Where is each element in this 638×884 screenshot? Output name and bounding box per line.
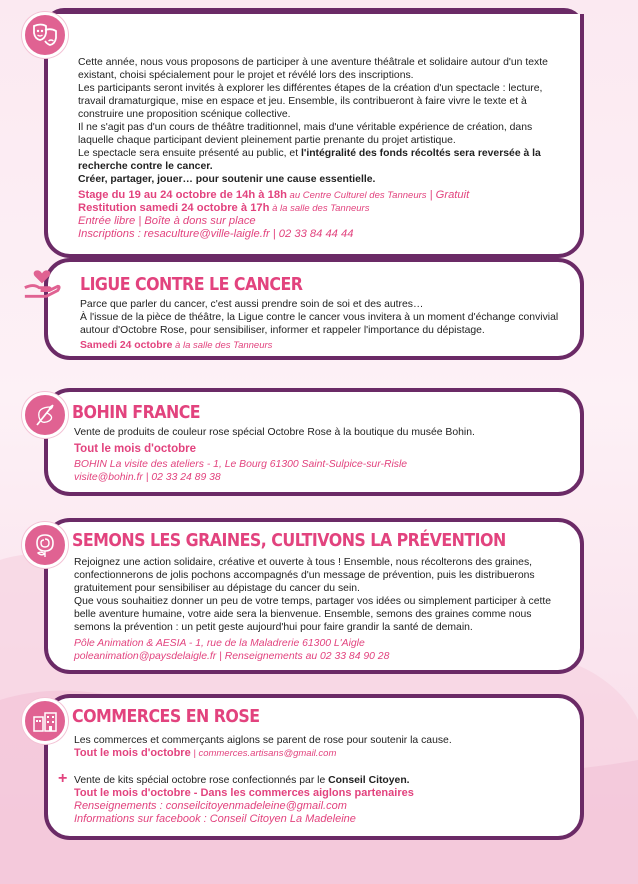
bohin-contact: visite@bohin.fr | 02 33 24 89 38 bbox=[74, 472, 221, 483]
commerces-p2-text: Vente de kits spécial octobre rose confectionnés par le bbox=[74, 775, 329, 786]
stage-paragraph-2: Les participants seront invités à explorer les différentes étapes de la création d'un spectacle : lecture, travail dramaturgique, mise en espace et jeu. Ensemble, ils contribueront à faire vivre le texte et à construire une proposition scénique collective. bbox=[78, 83, 543, 120]
bohin-icon-circle bbox=[22, 392, 68, 438]
commerces-info-1: Renseignements : conseilcitoyenmadeleine@gmail.com bbox=[74, 800, 347, 812]
commerces-paragraph-2 bbox=[74, 774, 568, 787]
commerces-p2-bold: Conseil Citoyen. bbox=[328, 775, 410, 786]
stage-date-2: Restitution samedi 24 octobre à 17h bbox=[78, 202, 270, 214]
stage-dates-1 bbox=[78, 189, 568, 202]
semons-icon-circle bbox=[22, 522, 68, 568]
semons-paragraph-1: Rejoignez une action solidaire, créative et ouverte à tous ! Ensemble, nous récolterons des graines, confectionnerons de jolis pochons accompagnés d'un message de prévention, puis les distribuerons gratuitement pour sensibiliser au dépistage du cancer du sein. bbox=[74, 557, 535, 594]
ligue-date: Samedi 24 octobre bbox=[80, 340, 173, 351]
shops-icon bbox=[31, 707, 59, 735]
semons-address: Pôle Animation & AESIA - 1, rue de la Maladrerie 61300 L'Aigle bbox=[74, 638, 365, 649]
stage-paragraph-4 bbox=[78, 147, 568, 173]
stage-p4-bold: l'intégralité des fonds récoltés sera reversée à la recherche contre le cancer. bbox=[78, 148, 541, 172]
stage-p4-text: Le spectacle sera ensuite présenté au public, et bbox=[78, 148, 301, 159]
ligue-icon-circle bbox=[22, 262, 62, 302]
semons-contact: poleanimation@paysdelaigle.fr | Renseignements au 02 33 84 90 28 bbox=[74, 651, 390, 662]
semons-paragraph-2: Que vous souhaitiez donner un peu de votre temps, partager vos idées ou simplement participer à cette belle aventure humaine, votre aide sera la bienvenue. Ensemble, semons des graines comme nous semons la prévention : un petit geste aujourd'hui pour faire grandir la santé de demain. bbox=[74, 596, 552, 633]
stage-body bbox=[78, 56, 568, 241]
rose-icon bbox=[31, 531, 59, 559]
ligue-place: à la salle des Tanneurs bbox=[172, 340, 273, 351]
stage-paragraph-5: Créer, partager, jouer… pour soutenir une cause essentielle. bbox=[78, 174, 376, 185]
commerces-date-line bbox=[74, 747, 568, 760]
stage-icon-circle bbox=[22, 12, 68, 58]
commerces-mail-1: | commerces.artisans@gmail.com bbox=[190, 748, 337, 759]
stage-dates-2 bbox=[78, 202, 568, 215]
semons-title: SEMONS LES GRAINES, CULTIVONS LA PRÉVENTION bbox=[72, 530, 506, 551]
bohin-address: BOHIN La visite des ateliers - 1, Le Bourg 61300 Saint-Sulpice-sur-Risle bbox=[74, 459, 408, 470]
commerces-title: COMMERCES EN ROSE bbox=[72, 706, 260, 727]
commerces-body bbox=[74, 734, 568, 826]
ligue-paragraph-1: Parce que parler du cancer, c'est aussi prendre soin de soi et des autres… bbox=[80, 299, 424, 310]
commerces-date-1: Tout le mois d'octobre bbox=[74, 747, 191, 759]
commerces-icon-circle bbox=[22, 698, 68, 744]
stage-date-1: Stage du 19 au 24 octobre de 14h à 18h bbox=[78, 189, 287, 201]
bohin-title: BOHIN FRANCE bbox=[72, 402, 201, 423]
ligue-date-line bbox=[80, 339, 566, 352]
stage-paragraph-1: Cette année, nous vous proposons de participer à une aventure théâtrale et solidaire autour d'un texte existant, choisi spécialement pour le projet et révélé lors des inscriptions. bbox=[78, 57, 548, 81]
stage-entry: Entrée libre | Boîte à dons sur place bbox=[78, 215, 256, 227]
theatre-masks-icon bbox=[31, 21, 59, 49]
semons-body bbox=[74, 556, 568, 663]
stage-inscription: Inscriptions : resaculture@ville-laigle.fr | 02 33 84 44 44 bbox=[78, 228, 354, 240]
plus-icon: + bbox=[58, 770, 68, 787]
bohin-date: Tout le mois d'octobre bbox=[74, 443, 196, 455]
ligue-paragraph-2: À l'issue de la pièce de théâtre, la Ligue contre le cancer vous invitera à un moment d'échange convivial autour d'Octobre Rose, pour sensibiliser, informer et rappeler l'importance du dépistage. bbox=[80, 312, 559, 336]
stage-paragraph-3: Il ne s'agit pas d'un cours de théâtre traditionnel, mais d'une véritable expérience de création, dans laquelle chaque participant devient pleinement partie prenante du projet artistique. bbox=[78, 122, 533, 146]
commerces-paragraph-1: Les commerces et commerçants aiglons se parent de rose pour soutenir la cause. bbox=[74, 735, 452, 746]
heart-hand-icon bbox=[22, 262, 62, 302]
bohin-paragraph-1: Vente de produits de couleur rose spécial Octobre Rose à la boutique du musée Bohin. bbox=[74, 427, 475, 438]
commerces-date-2: Tout le mois d'octobre - Dans les commerces aiglons partenaires bbox=[74, 787, 414, 799]
commerces-info-2: Informations sur facebook : Conseil Citoyen La Madeleine bbox=[74, 813, 356, 825]
stage-place-1: au Centre Culturel des Tanneurs bbox=[286, 190, 427, 201]
ligue-body bbox=[80, 298, 566, 352]
ligue-title: LIGUE CONTRE LE CANCER bbox=[80, 274, 303, 295]
stage-free: | Gratuit bbox=[426, 189, 470, 201]
bohin-body bbox=[74, 426, 564, 484]
needle-thread-icon bbox=[31, 401, 59, 429]
stage-place-2: à la salle des Tanneurs bbox=[269, 203, 370, 214]
